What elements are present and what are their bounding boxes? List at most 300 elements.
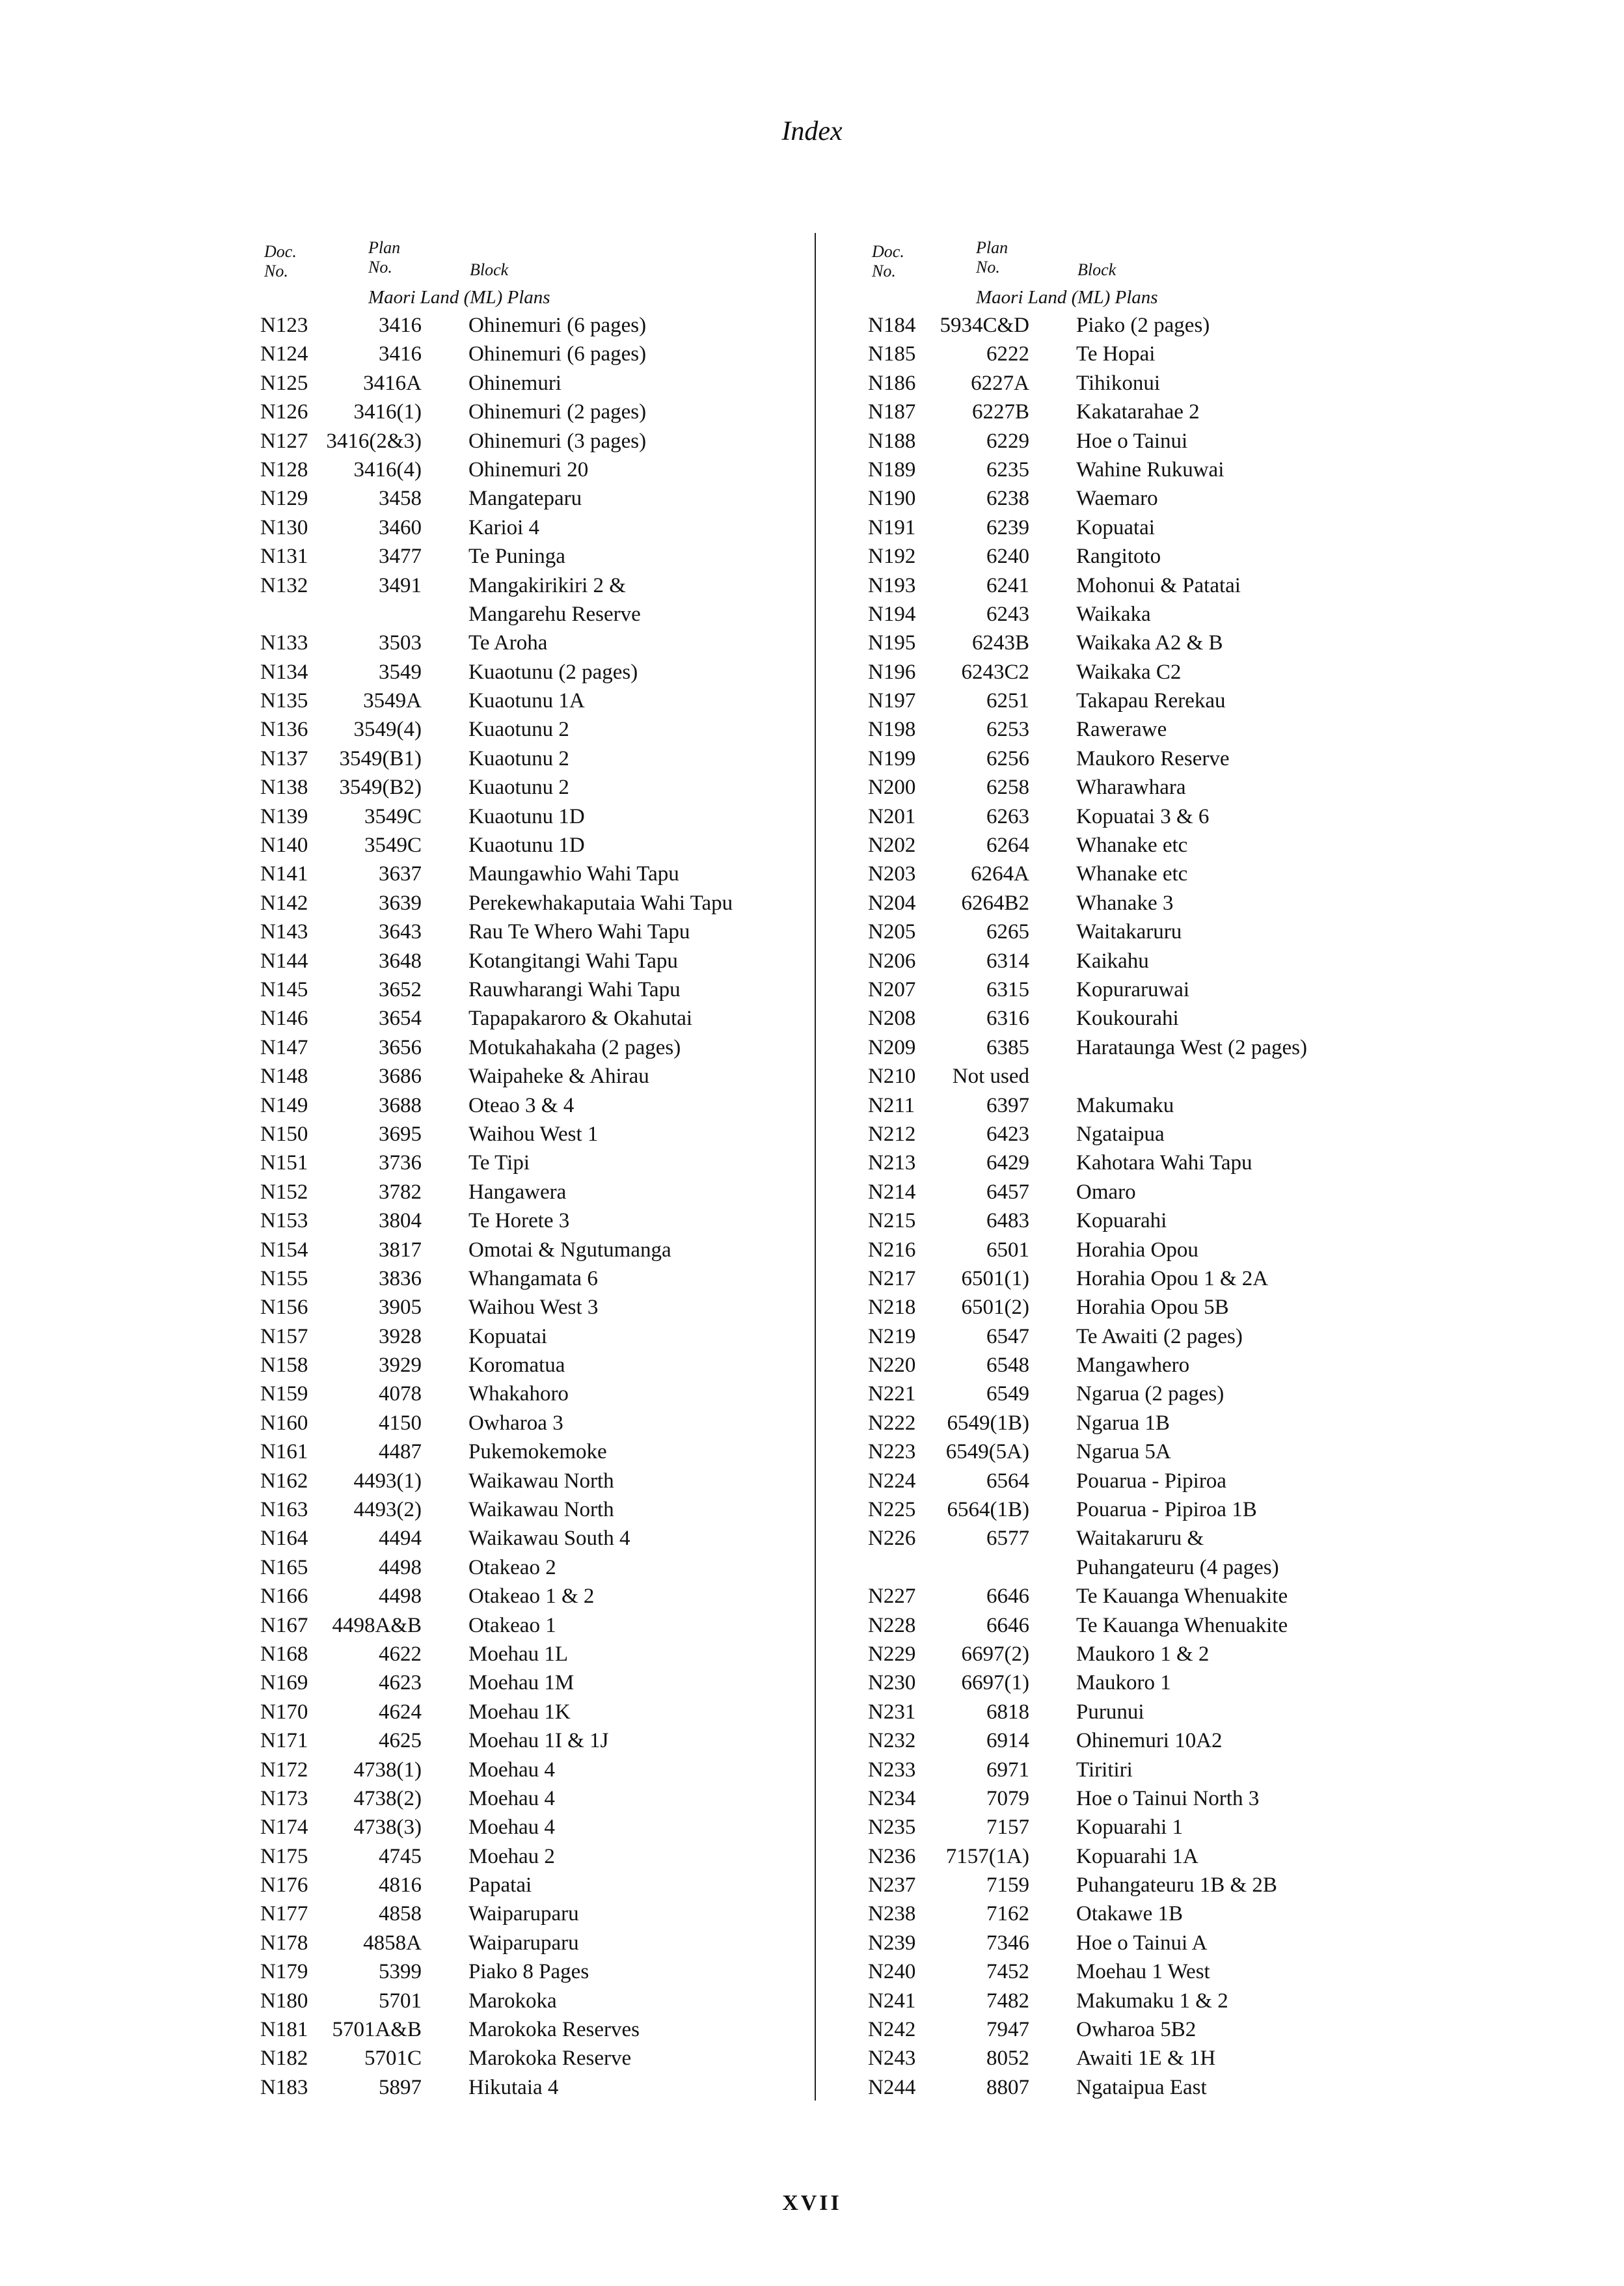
block-name: Kopuarahi 1A <box>1076 1844 1198 1868</box>
index-rows <box>868 311 1428 2102</box>
doc-number: N140 <box>260 834 308 858</box>
doc-number: N176 <box>260 1873 308 1898</box>
block-name: Te Hopai <box>1076 342 1156 366</box>
block-name: Pouarua - Pipiroa 1B <box>1076 1498 1257 1522</box>
table-row <box>868 571 1428 600</box>
plan-number: 4623 <box>379 1671 422 1695</box>
block-name: Waikaka C2 <box>1076 660 1182 684</box>
plan-number: 3549(B2) <box>339 776 422 800</box>
table-row <box>868 1640 1428 1668</box>
plan-number: 6549 <box>986 1382 1029 1406</box>
doc-number: N172 <box>260 1758 308 1782</box>
plan-number: 6253 <box>986 718 1029 742</box>
table-row <box>260 1380 820 1408</box>
block-name: Hikutaia 4 <box>468 2075 559 2099</box>
block-name: Waemaro <box>1076 487 1158 511</box>
doc-number: N187 <box>868 400 916 424</box>
block-name: Te Tipi <box>468 1151 530 1175</box>
table-row <box>868 1004 1428 1033</box>
doc-number: N227 <box>868 1585 916 1609</box>
block-name: Ohinemuri (2 pages) <box>468 400 647 424</box>
table-row <box>868 369 1428 398</box>
block-name: Mangawhero <box>1076 1354 1190 1378</box>
section-label: Maori Land (ML) Plans <box>976 287 1158 308</box>
block-name: Te Aroha <box>468 631 548 655</box>
block-name: Tihikonui <box>1076 371 1161 395</box>
block-name: Otakeao 1 & 2 <box>468 1585 595 1609</box>
doc-number: N215 <box>868 1209 916 1233</box>
block-name: Hoe o Tainui North 3 <box>1076 1786 1260 1810</box>
block-name: Hangawera <box>468 1180 567 1204</box>
block-name: Koukourahi <box>1076 1007 1179 1031</box>
block-name: Waiparuparu <box>468 1902 579 1926</box>
table-row <box>868 1871 1428 1899</box>
plan-number: 3836 <box>379 1266 422 1290</box>
plan-number: 6483 <box>986 1209 1029 1233</box>
plan-number: 3817 <box>379 1238 422 1262</box>
plan-number: 3928 <box>379 1324 422 1348</box>
plan-number: 7482 <box>986 1989 1029 2013</box>
block-name: Whanake etc <box>1076 862 1188 886</box>
table-row <box>260 918 820 946</box>
plan-number: 3549C <box>364 804 422 828</box>
table-row <box>868 513 1428 542</box>
table-row <box>260 1033 820 1062</box>
plan-number: 7346 <box>986 1931 1029 1955</box>
block-name: Pukemokemoke <box>468 1440 607 1464</box>
table-row <box>868 744 1428 773</box>
doc-number: N207 <box>868 977 916 1001</box>
plan-number: 7452 <box>986 1960 1029 1984</box>
table-row <box>868 484 1428 513</box>
doc-number: N189 <box>868 457 916 482</box>
doc-number: N130 <box>260 515 308 539</box>
plan-number: 3905 <box>379 1296 422 1320</box>
block-name: Ohinemuri 10A2 <box>1076 1729 1223 1753</box>
plan-number: 6697(1) <box>961 1671 1029 1695</box>
header-plan-no: Plan No. <box>368 238 401 277</box>
table-row <box>260 398 820 426</box>
plan-number: 3736 <box>379 1151 422 1175</box>
block-name: Maukoro Reserve <box>1076 746 1230 770</box>
doc-number: N150 <box>260 1122 308 1146</box>
doc-number: N200 <box>868 776 916 800</box>
block-name: Whanake 3 <box>1076 891 1174 915</box>
plan-number: 3416(4) <box>353 457 422 482</box>
plan-number: 3639 <box>379 891 422 915</box>
table-row <box>260 1091 820 1120</box>
table-row <box>868 687 1428 715</box>
table-row <box>868 1033 1428 1062</box>
table-row <box>260 1668 820 1697</box>
table-row <box>260 456 820 484</box>
table-row <box>868 860 1428 888</box>
table-row <box>260 1264 820 1293</box>
doc-number: N170 <box>260 1700 308 1724</box>
table-row <box>260 1004 820 1033</box>
block-name: Kakatarahae 2 <box>1076 400 1200 424</box>
plan-number: 4622 <box>379 1642 422 1666</box>
doc-number: N133 <box>260 631 308 655</box>
table-row <box>868 831 1428 860</box>
doc-number: N149 <box>260 1093 308 1117</box>
table-row <box>260 369 820 398</box>
table-row <box>868 1062 1428 1091</box>
plan-number: 6385 <box>986 1035 1029 1059</box>
block-name: Maungawhio Wahi Tapu <box>468 862 679 886</box>
plan-number: 3503 <box>379 631 422 655</box>
plan-number: 3637 <box>379 862 422 886</box>
plan-number: 6646 <box>986 1613 1029 1637</box>
plan-number: 3477 <box>379 545 422 569</box>
table-row <box>868 1409 1428 1437</box>
plan-number: 6264B2 <box>961 891 1029 915</box>
table-row <box>260 600 820 629</box>
block-name: Wharawhara <box>1076 776 1186 800</box>
plan-number: 6265 <box>986 920 1029 944</box>
plan-number: 3652 <box>379 977 422 1001</box>
doc-number: N148 <box>260 1065 308 1089</box>
plan-number: 3656 <box>379 1035 422 1059</box>
block-name: Kopuatai <box>1076 515 1155 539</box>
doc-number: N182 <box>260 2047 308 2071</box>
plan-number: 4498A&B <box>332 1613 422 1637</box>
plan-number: 6235 <box>986 457 1029 482</box>
block-name: Kaikahu <box>1076 949 1149 973</box>
block-name: Kotangitangi Wahi Tapu <box>468 949 678 973</box>
plan-number: 6258 <box>986 776 1029 800</box>
table-row <box>260 1957 820 1986</box>
plan-number: 6549(1B) <box>947 1411 1029 1435</box>
plan-number: 4150 <box>379 1411 422 1435</box>
block-name: Makumaku 1 & 2 <box>1076 1989 1228 2013</box>
doc-number: N226 <box>868 1527 916 1551</box>
table-row <box>260 513 820 542</box>
doc-number: N153 <box>260 1209 308 1233</box>
block-name: Te Kauanga Whenuakite <box>1076 1613 1288 1637</box>
doc-number: N183 <box>260 2075 308 2099</box>
table-row <box>260 1524 820 1553</box>
block-name: Omaro <box>1076 1180 1136 1204</box>
table-row <box>868 1437 1428 1466</box>
table-row <box>260 687 820 715</box>
doc-number: N126 <box>260 400 308 424</box>
doc-number: N128 <box>260 457 308 482</box>
doc-number: N212 <box>868 1122 916 1146</box>
plan-number: 6227A <box>971 371 1029 395</box>
table-row <box>868 889 1428 918</box>
doc-number: N188 <box>868 429 916 453</box>
table-row <box>868 1582 1428 1611</box>
table-row <box>868 1467 1428 1495</box>
plan-number: 4498 <box>379 1555 422 1579</box>
plan-number: 7947 <box>986 2018 1029 2042</box>
doc-number: N198 <box>868 718 916 742</box>
table-row <box>260 831 820 860</box>
block-name: Rawerawe <box>1076 718 1167 742</box>
table-row <box>868 1726 1428 1755</box>
doc-number: N211 <box>868 1093 915 1117</box>
block-name: Waiparuparu <box>468 1931 579 1955</box>
table-row <box>260 1929 820 1957</box>
table-row <box>260 1756 820 1784</box>
table-row <box>868 600 1428 629</box>
table-row <box>260 802 820 831</box>
doc-number: N132 <box>260 573 308 597</box>
doc-number: N168 <box>260 1642 308 1666</box>
block-name: Ngarua (2 pages) <box>1076 1382 1225 1406</box>
table-row <box>260 947 820 975</box>
doc-number: N213 <box>868 1151 916 1175</box>
table-row <box>868 1553 1428 1582</box>
table-row <box>868 1178 1428 1206</box>
block-name: Marokoka Reserves <box>468 2018 640 2042</box>
doc-number: N177 <box>260 1902 308 1926</box>
doc-number: N221 <box>868 1382 916 1406</box>
table-row <box>260 889 820 918</box>
table-row <box>868 1293 1428 1322</box>
block-name: Moehau 2 <box>468 1844 555 1868</box>
table-row <box>260 1293 820 1322</box>
block-name: Mangarehu Reserve <box>468 602 641 626</box>
plan-number: 4493(1) <box>353 1469 422 1493</box>
plan-number: 6549(5A) <box>945 1440 1029 1464</box>
block-name: Te Awaiti (2 pages) <box>1076 1324 1243 1348</box>
doc-number: N124 <box>260 342 308 366</box>
doc-number: N197 <box>868 689 916 713</box>
doc-number: N236 <box>868 1844 916 1868</box>
plan-number: 3416(1) <box>353 400 422 424</box>
block-name: Kuaotunu 1A <box>468 689 585 713</box>
doc-number: N229 <box>868 1642 916 1666</box>
block-name: Ngarua 5A <box>1076 1440 1171 1464</box>
plan-number: 6577 <box>986 1527 1029 1551</box>
column-header <box>260 234 820 284</box>
plan-number: 6397 <box>986 1093 1029 1117</box>
table-row <box>260 1062 820 1091</box>
doc-number: N169 <box>260 1671 308 1695</box>
table-row <box>260 1351 820 1380</box>
table-row <box>868 427 1428 456</box>
table-row <box>868 311 1428 340</box>
column-divider <box>815 233 816 2101</box>
block-name: Moehau 4 <box>468 1758 555 1782</box>
doc-number: N145 <box>260 977 308 1001</box>
block-name: Maukoro 1 & 2 <box>1076 1642 1210 1666</box>
table-row <box>868 2073 1428 2102</box>
block-name: Tapapakaroro & Okahutai <box>468 1007 693 1031</box>
table-row <box>260 1236 820 1264</box>
block-name: Moehau 4 <box>468 1816 555 1840</box>
block-name: Ngarua 1B <box>1076 1411 1170 1435</box>
plan-number: 3688 <box>379 1093 422 1117</box>
doc-number: N210 <box>868 1065 916 1089</box>
table-row <box>260 715 820 744</box>
block-name: Hoe o Tainui <box>1076 429 1188 453</box>
doc-number: N214 <box>868 1180 916 1204</box>
block-name: Oteao 3 & 4 <box>468 1093 575 1117</box>
block-name: Makumaku <box>1076 1093 1174 1117</box>
doc-number: N147 <box>260 1035 308 1059</box>
plan-number: 3549(B1) <box>339 746 422 770</box>
block-name: Marokoka Reserve <box>468 2047 632 2071</box>
doc-number: N181 <box>260 2018 308 2042</box>
plan-number: 3416(2&3) <box>326 429 422 453</box>
block-name: Marokoka <box>468 1989 557 2013</box>
doc-number: N167 <box>260 1613 308 1637</box>
table-row <box>868 1957 1428 1986</box>
plan-number: 3643 <box>379 920 422 944</box>
plan-number: 3686 <box>379 1065 422 1089</box>
doc-number: N202 <box>868 834 916 858</box>
doc-number: N139 <box>260 804 308 828</box>
table-row <box>260 542 820 571</box>
table-row <box>260 860 820 888</box>
table-row <box>260 1206 820 1235</box>
header-plan-no: Plan No. <box>976 238 1008 277</box>
doc-number: N180 <box>260 1989 308 2013</box>
doc-number: N195 <box>868 631 916 655</box>
header-block: Block <box>1077 260 1116 279</box>
block-name: Kuaotunu 1D <box>468 834 585 858</box>
index-column-right <box>868 234 1428 2102</box>
doc-number: N234 <box>868 1786 916 1810</box>
table-row <box>868 340 1428 368</box>
index-rows <box>260 311 820 2102</box>
plan-number: 3416A <box>363 371 422 395</box>
doc-number: N199 <box>868 746 916 770</box>
plan-number: 3695 <box>379 1122 422 1146</box>
table-row <box>868 1149 1428 1177</box>
plan-number: Not used <box>952 1065 1029 1089</box>
block-name: Ngataipua <box>1076 1122 1165 1146</box>
block-name: Horahia Opou <box>1076 1238 1198 1262</box>
block-name: Horahia Opou 1 & 2A <box>1076 1266 1269 1290</box>
header-doc-no: Doc. No. <box>264 242 297 280</box>
block-name: Te Horete 3 <box>468 1209 570 1233</box>
doc-number: N244 <box>868 2075 916 2099</box>
block-name: Awaiti 1E & 1H <box>1076 2047 1216 2071</box>
table-row <box>260 629 820 657</box>
table-row <box>868 2044 1428 2073</box>
plan-number: 6914 <box>986 1729 1029 1753</box>
block-name: Owharoa 3 <box>468 1411 563 1435</box>
block-name: Owharoa 5B2 <box>1076 2018 1197 2042</box>
doc-number: N163 <box>260 1498 308 1522</box>
block-name: Ohinemuri (3 pages) <box>468 429 647 453</box>
table-row <box>260 1871 820 1899</box>
table-row <box>260 427 820 456</box>
table-row <box>260 744 820 773</box>
doc-number: N240 <box>868 1960 916 1984</box>
plan-number: 3929 <box>379 1354 422 1378</box>
plan-number: 6423 <box>986 1122 1029 1146</box>
table-row <box>868 2015 1428 2044</box>
table-row <box>260 484 820 513</box>
block-name: Puhangateuru (4 pages) <box>1076 1555 1279 1579</box>
doc-number: N242 <box>868 2018 916 2042</box>
doc-number: N230 <box>868 1671 916 1695</box>
plan-number: 6239 <box>986 515 1029 539</box>
block-name: Puhangateuru 1B & 2B <box>1076 1873 1277 1898</box>
block-name: Ohinemuri (6 pages) <box>468 314 647 337</box>
section-label: Maori Land (ML) Plans <box>368 287 550 308</box>
plan-number: 6229 <box>986 429 1029 453</box>
doc-number: N228 <box>868 1613 916 1637</box>
plan-number: 6646 <box>986 1585 1029 1609</box>
doc-number: N232 <box>868 1729 916 1753</box>
table-row <box>260 1899 820 1928</box>
table-row <box>868 629 1428 657</box>
column-header <box>868 234 1428 284</box>
doc-number: N166 <box>260 1585 308 1609</box>
doc-number: N208 <box>868 1007 916 1031</box>
table-row <box>868 918 1428 946</box>
header-doc-no: Doc. No. <box>872 242 904 280</box>
plan-number: 6501 <box>986 1238 1029 1262</box>
block-name: Ngataipua East <box>1076 2075 1207 2099</box>
table-row <box>260 1120 820 1149</box>
doc-number: N142 <box>260 891 308 915</box>
doc-number: N203 <box>868 862 916 886</box>
block-name: Whakahoro <box>468 1382 569 1406</box>
block-name: Koromatua <box>468 1354 565 1378</box>
plan-number: 6314 <box>986 949 1029 973</box>
doc-number: N129 <box>260 487 308 511</box>
table-row <box>260 1842 820 1871</box>
table-row <box>868 1929 1428 1957</box>
table-row <box>868 1091 1428 1120</box>
doc-number: N205 <box>868 920 916 944</box>
doc-number: N190 <box>868 487 916 511</box>
plan-number: 5934C&D <box>940 314 1029 337</box>
table-row <box>260 1726 820 1755</box>
table-row <box>260 1813 820 1842</box>
table-row <box>868 1698 1428 1726</box>
plan-number: 6457 <box>986 1180 1029 1204</box>
block-name: Kopuraruwai <box>1076 977 1190 1001</box>
plan-number: 6547 <box>986 1324 1029 1348</box>
table-row <box>260 658 820 687</box>
table-row <box>868 1668 1428 1697</box>
block-name: Waitakaruru & <box>1076 1527 1204 1551</box>
table-row <box>260 311 820 340</box>
doc-number: N209 <box>868 1035 916 1059</box>
block-name: Moehau 1K <box>468 1700 571 1724</box>
doc-number: N231 <box>868 1700 916 1724</box>
doc-number: N143 <box>260 920 308 944</box>
table-row <box>868 1756 1428 1784</box>
block-name: Kopuarahi 1 <box>1076 1816 1184 1840</box>
plan-number: 4493(2) <box>353 1498 422 1522</box>
table-row <box>260 1987 820 2015</box>
doc-number: N155 <box>260 1266 308 1290</box>
table-row <box>868 1842 1428 1871</box>
plan-number: 3416 <box>379 314 422 337</box>
plan-number: 6971 <box>986 1758 1029 1782</box>
doc-number: N125 <box>260 371 308 395</box>
table-row <box>260 2073 820 2102</box>
table-row <box>260 1495 820 1524</box>
doc-number: N174 <box>260 1816 308 1840</box>
plan-number: 6501(2) <box>961 1296 1029 1320</box>
doc-number: N179 <box>260 1960 308 1984</box>
doc-number: N185 <box>868 342 916 366</box>
block-name: Wahine Rukuwai <box>1076 457 1225 482</box>
doc-number: N224 <box>868 1469 916 1493</box>
plan-number: 3549(4) <box>353 718 422 742</box>
block-name: Waikaka <box>1076 602 1151 626</box>
